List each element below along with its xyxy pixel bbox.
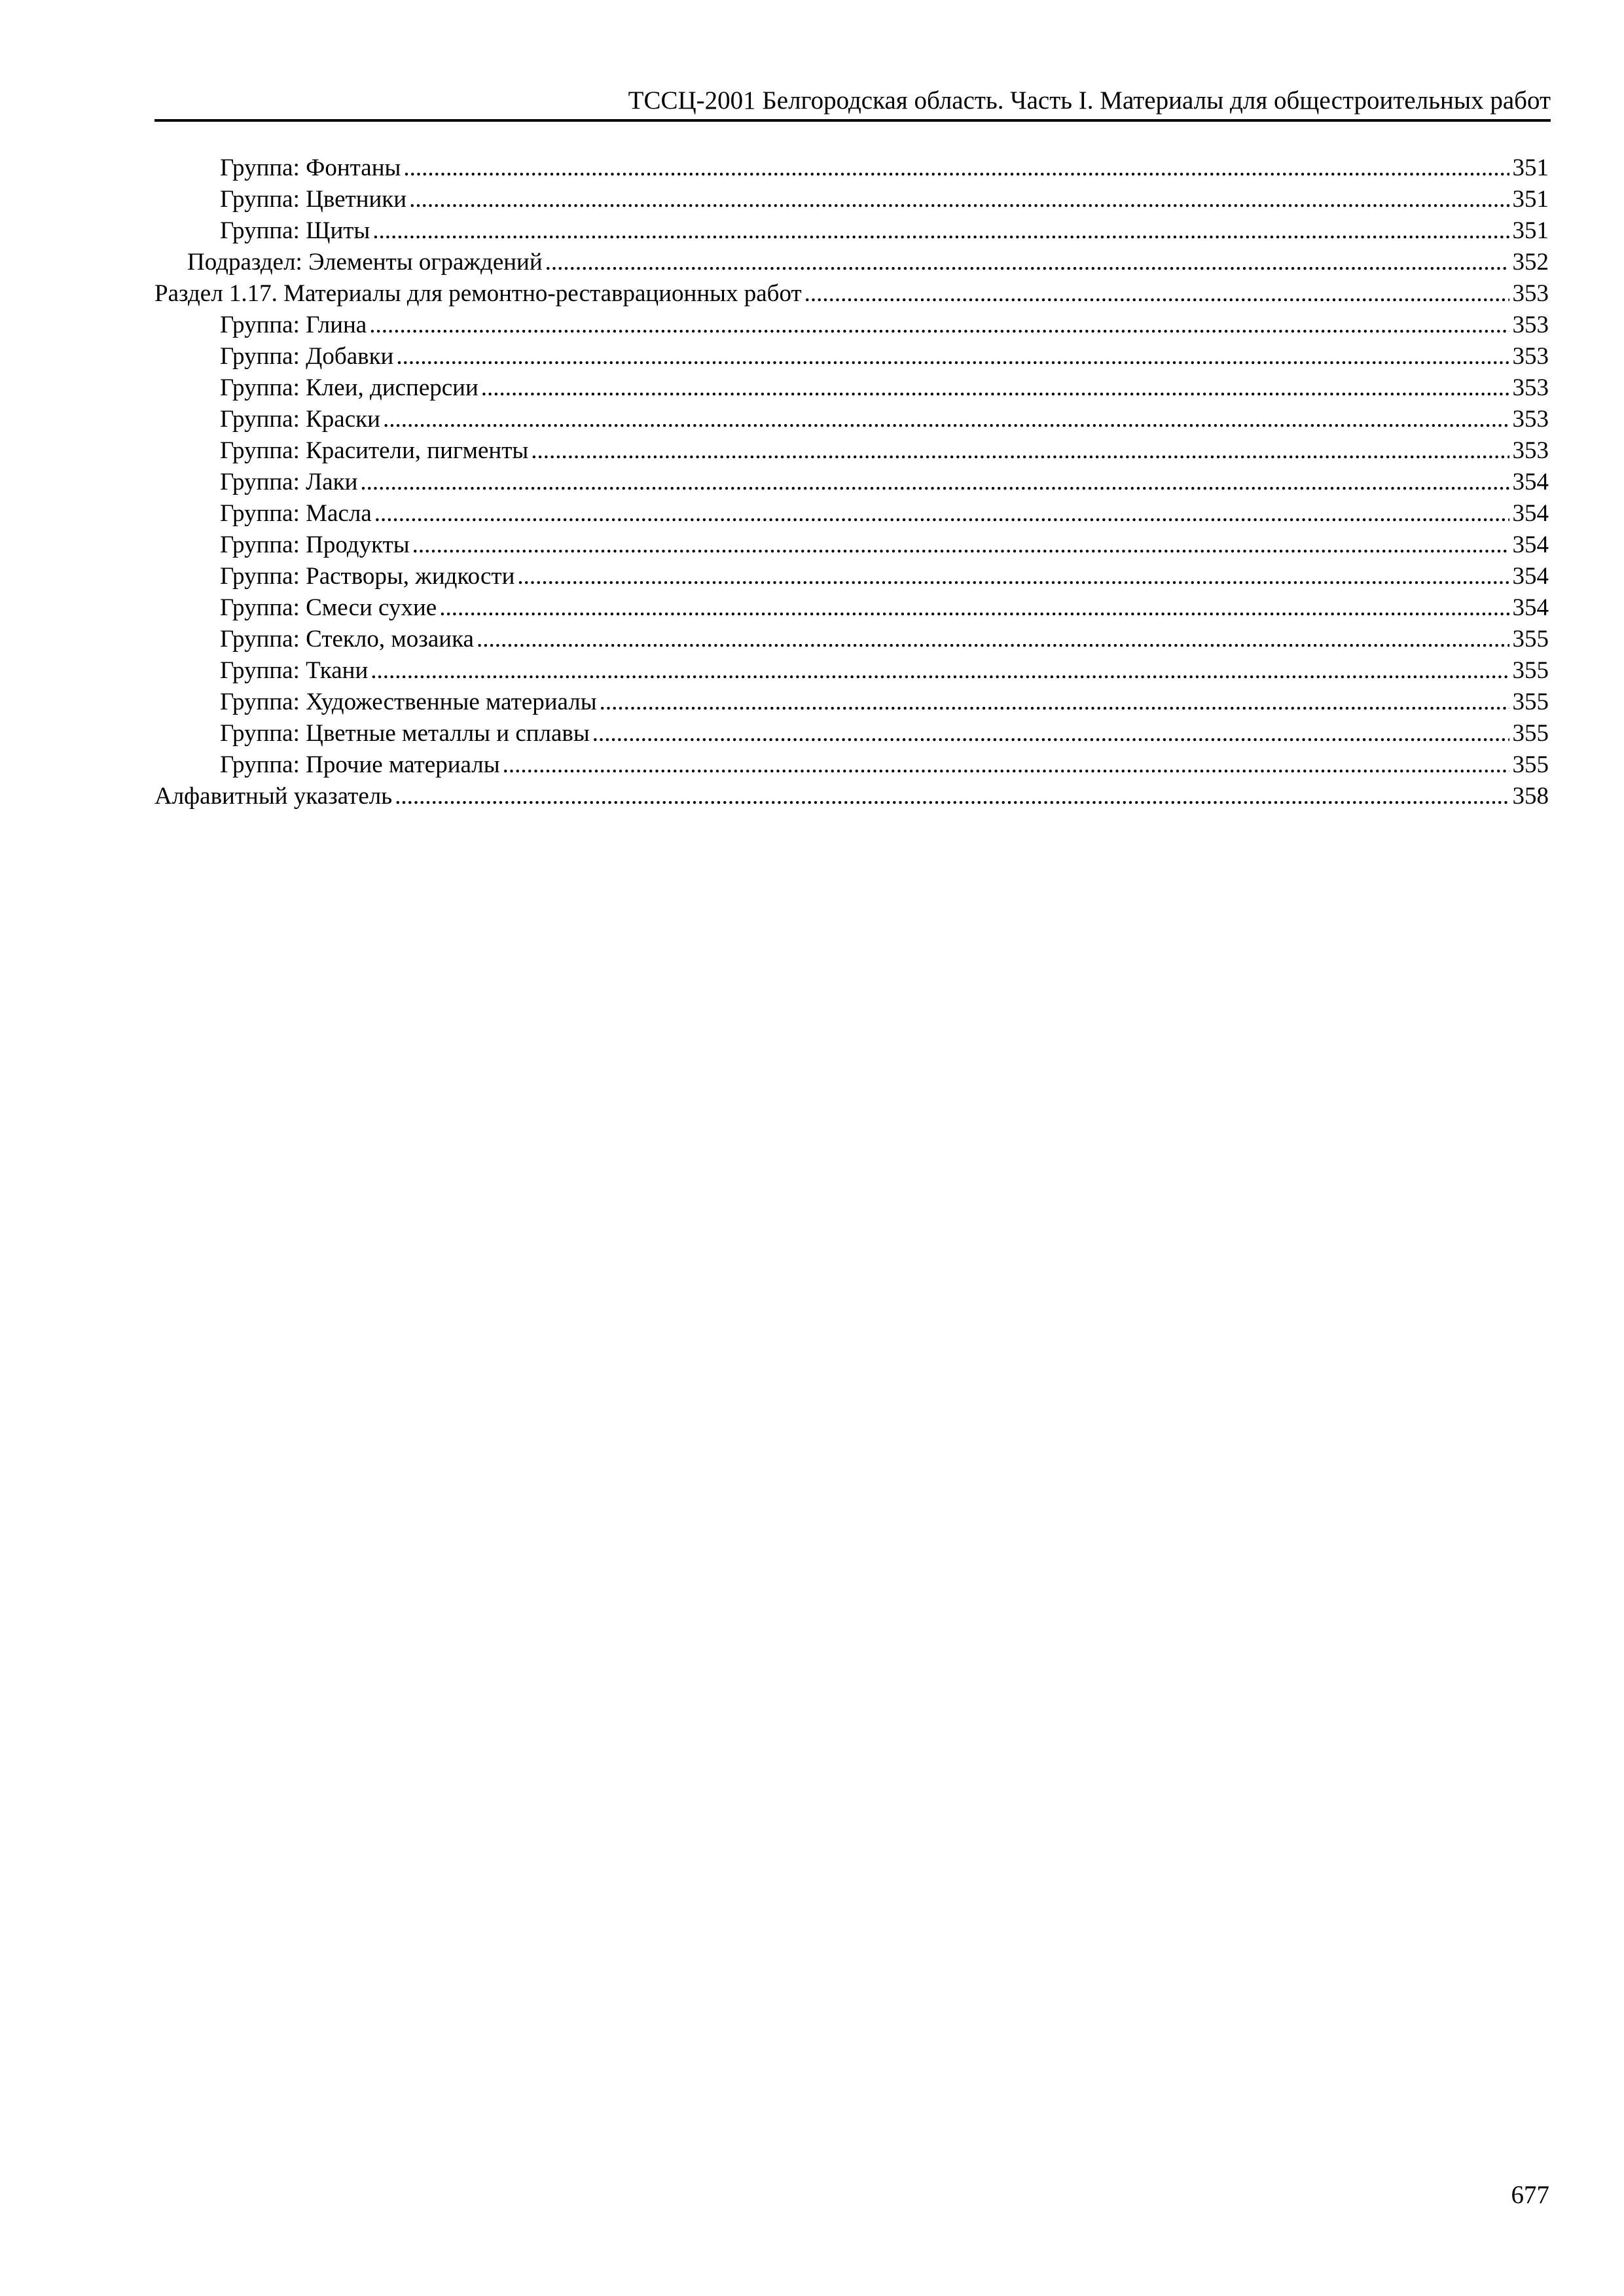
toc-entry-page: 354 — [1512, 594, 1549, 621]
toc-entry-page: 354 — [1512, 469, 1549, 495]
toc-entry-page: 353 — [1512, 437, 1549, 464]
toc-entry-title: Группа: Продукты — [220, 531, 410, 558]
toc-entry[interactable] — [154, 498, 1549, 529]
toc-entry-page: 354 — [1512, 500, 1549, 527]
toc-entry-page: 351 — [1512, 217, 1549, 244]
toc-entry-page: 355 — [1512, 657, 1549, 684]
toc-entry-title: Группа: Фонтаны — [220, 154, 401, 181]
toc-entry-page: 354 — [1512, 531, 1549, 558]
toc-entry-title: Группа: Щиты — [220, 217, 370, 244]
toc-entry-title: Группа: Цветники — [220, 186, 407, 213]
toc-dot-leader — [395, 781, 1509, 812]
toc-dot-leader — [396, 341, 1509, 372]
toc-dot-leader — [412, 529, 1509, 561]
toc-entry-page: 353 — [1512, 406, 1549, 433]
table-of-contents — [154, 152, 1549, 812]
toc-entry[interactable] — [154, 372, 1549, 404]
toc-dot-leader — [517, 561, 1509, 592]
toc-entry-title: Группа: Растворы, жидкости — [220, 563, 515, 590]
toc-entry-title: Группа: Прочие материалы — [220, 751, 500, 778]
toc-entry-page: 353 — [1512, 280, 1549, 307]
running-header — [154, 82, 1551, 122]
toc-dot-leader — [592, 718, 1509, 749]
toc-dot-leader — [360, 467, 1509, 498]
toc-entry-page: 355 — [1512, 751, 1549, 778]
toc-entry[interactable] — [154, 247, 1549, 278]
toc-entry[interactable] — [154, 467, 1549, 498]
toc-entry-page: 355 — [1512, 689, 1549, 715]
toc-entry-page: 353 — [1512, 343, 1549, 370]
toc-entry-page: 358 — [1512, 783, 1549, 810]
toc-entry[interactable] — [154, 278, 1549, 310]
toc-dot-leader — [439, 592, 1509, 624]
toc-dot-leader — [369, 310, 1509, 341]
toc-entry-title: Подраздел: Элементы ограждений — [187, 249, 543, 276]
toc-entry[interactable] — [154, 184, 1549, 215]
toc-entry-title: Группа: Клеи, дисперсии — [220, 374, 478, 401]
toc-entry-page: 355 — [1512, 626, 1549, 653]
toc-entry[interactable] — [154, 152, 1549, 184]
toc-entry-title: Группа: Краски — [220, 406, 380, 433]
toc-entry-title: Группа: Художественные материалы — [220, 689, 597, 715]
toc-entry[interactable] — [154, 561, 1549, 592]
toc-dot-leader — [370, 655, 1509, 687]
toc-entry-title: Группа: Глина — [220, 312, 367, 338]
toc-entry-title: Группа: Красители, пигменты — [220, 437, 529, 464]
toc-entry-title: Группа: Добавки — [220, 343, 394, 370]
toc-entry-title: Алфавитный указатель — [154, 783, 393, 810]
toc-dot-leader — [600, 687, 1509, 718]
toc-entry-page: 352 — [1512, 249, 1549, 276]
toc-dot-leader — [383, 404, 1509, 435]
toc-entry-page: 355 — [1512, 720, 1549, 747]
toc-entry[interactable] — [154, 655, 1549, 687]
toc-entry[interactable] — [154, 215, 1549, 247]
toc-dot-leader — [403, 152, 1509, 184]
toc-dot-leader — [409, 184, 1509, 215]
toc-entry-title: Раздел 1.17. Материалы для ремонтно-реставрационных работ — [154, 280, 802, 307]
toc-dot-leader — [804, 278, 1509, 310]
running-header-title: ТССЦ-2001 Белгородская область. Часть I. Материалы для общестроительных работ — [628, 86, 1551, 115]
toc-entry-page: 353 — [1512, 312, 1549, 338]
toc-entry[interactable] — [154, 310, 1549, 341]
toc-entry[interactable] — [154, 749, 1549, 781]
toc-entry-title: Группа: Лаки — [220, 469, 358, 495]
toc-entry-page: 354 — [1512, 563, 1549, 590]
toc-entry[interactable] — [154, 718, 1549, 749]
toc-entry[interactable] — [154, 404, 1549, 435]
toc-entry-title: Группа: Смеси сухие — [220, 594, 437, 621]
toc-entry-title: Группа: Стекло, мозаика — [220, 626, 474, 653]
toc-entry[interactable] — [154, 687, 1549, 718]
toc-dot-leader — [531, 435, 1509, 467]
toc-entry[interactable] — [154, 529, 1549, 561]
toc-entry-page: 351 — [1512, 186, 1549, 213]
page-number: 677 — [1511, 2181, 1549, 2209]
toc-dot-leader — [545, 247, 1509, 278]
toc-entry[interactable] — [154, 435, 1549, 467]
toc-entry[interactable] — [154, 592, 1549, 624]
toc-dot-leader — [372, 215, 1509, 247]
toc-entry-title: Группа: Ткани — [220, 657, 369, 684]
toc-dot-leader — [481, 372, 1509, 404]
toc-entry[interactable] — [154, 624, 1549, 655]
toc-entry-title: Группа: Цветные металлы и сплавы — [220, 720, 590, 747]
toc-entry-title: Группа: Масла — [220, 500, 372, 527]
toc-entry[interactable] — [154, 781, 1549, 812]
toc-dot-leader — [374, 498, 1509, 529]
toc-dot-leader — [477, 624, 1509, 655]
toc-entry-page: 353 — [1512, 374, 1549, 401]
toc-entry-page: 351 — [1512, 154, 1549, 181]
toc-dot-leader — [503, 749, 1509, 781]
toc-entry[interactable] — [154, 341, 1549, 372]
